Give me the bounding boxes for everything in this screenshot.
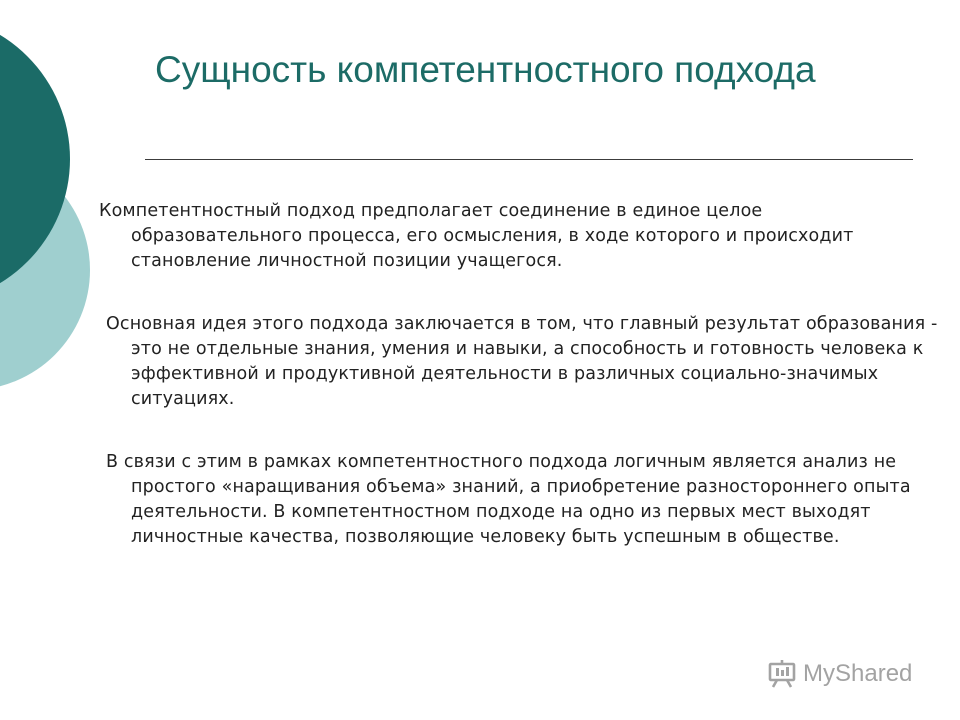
presentation-board-icon xyxy=(767,659,797,689)
paragraph-3: В связи с этим в рамках компетентностного подхода логичным является анализ не простого «наращивания объема» знаний, а приобретение разностороннего опыта деятельности. В компетентностном подходе на одно из первых мест выходят личностные качества, позволяющие человеку быть успешным в обществе. xyxy=(106,452,911,547)
title-divider xyxy=(145,159,913,160)
watermark-text: MyShared xyxy=(803,660,913,687)
paragraph-1: Компетентностный подход предполагает соединение в единое целое образовательного процесса, его осмысления, в ходе которого и происходит становление личностной позиции учащегося. xyxy=(99,201,854,271)
paragraph-2: Основная идея этого подхода заключается в том, что главный результат образования - это не отдельные знания, умения и навыки, а способность и готовность человека к эффективной и продуктивной деятельности в различных социально-значимых ситуациях. xyxy=(106,314,938,409)
watermark-logo xyxy=(767,656,912,692)
slide-title: Сущность компетентностного подхода xyxy=(155,49,816,90)
